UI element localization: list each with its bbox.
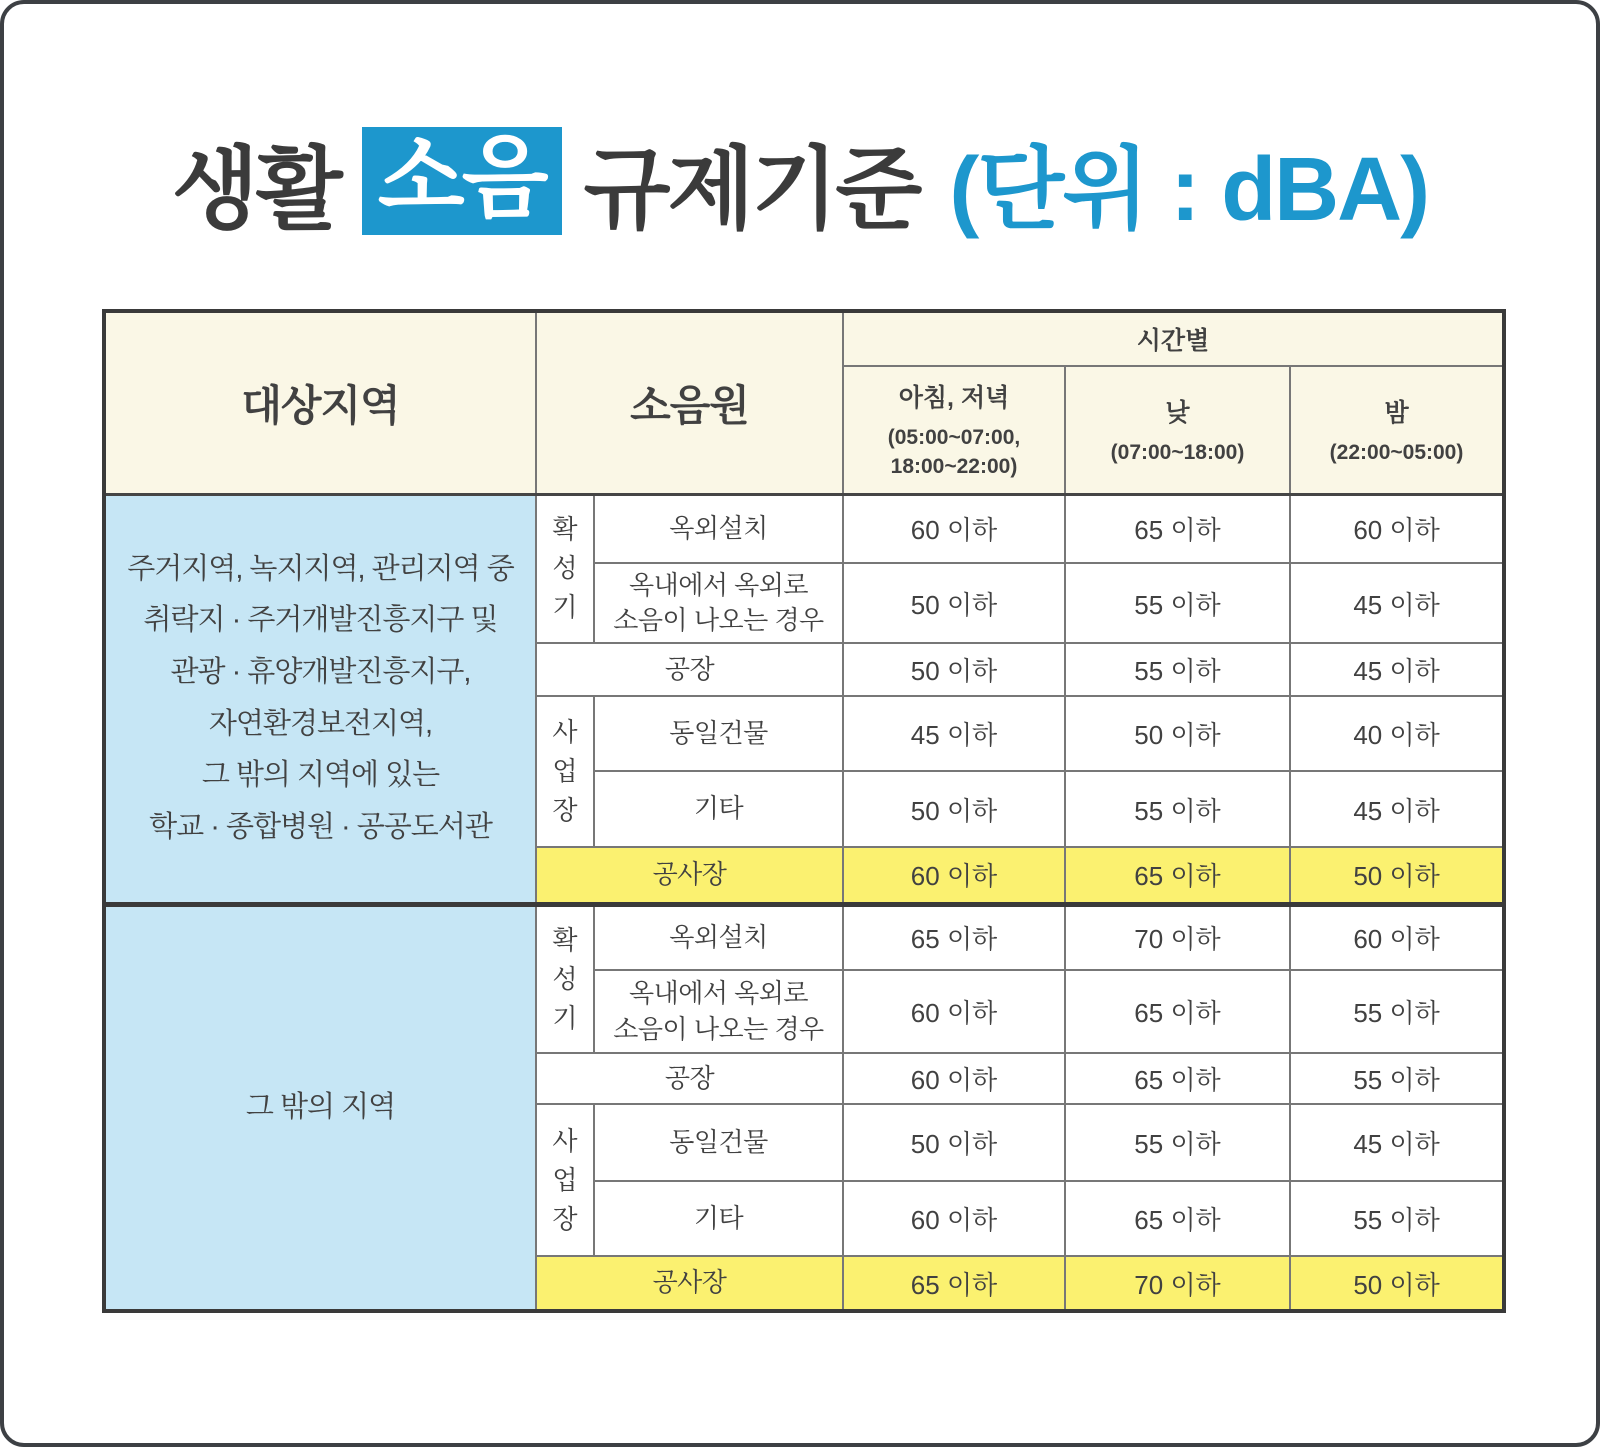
value-cell: 65 이하	[1065, 970, 1290, 1053]
source-cell-same-building: 동일건물	[594, 696, 843, 771]
value-cell: 70 이하	[1065, 1256, 1290, 1311]
value-cell: 45 이하	[1290, 643, 1504, 696]
header-region: 대상지역	[104, 311, 536, 494]
value-cell: 60 이하	[843, 1181, 1065, 1256]
value-cell: 55 이하	[1065, 1104, 1290, 1181]
region-cell-other	[104, 904, 536, 1311]
value-cell: 65 이하	[1065, 847, 1290, 904]
table-row	[104, 904, 1504, 970]
header-source: 소음원	[536, 311, 843, 494]
value-cell: 65 이하	[843, 904, 1065, 970]
header-night	[1290, 366, 1504, 494]
table-row	[104, 494, 1504, 563]
header-morning-evening	[843, 366, 1065, 494]
group-cell-business	[536, 1104, 594, 1256]
group-label: 사업장	[552, 1125, 578, 1234]
value-cell: 60 이하	[843, 494, 1065, 563]
value-cell: 50 이하	[843, 1104, 1065, 1181]
noise-regulation-table	[102, 309, 1506, 1313]
group-cell-speaker	[536, 904, 594, 1053]
value-cell: 45 이하	[843, 696, 1065, 771]
region-line: 학교 · 종합병원 · 공공도서관	[149, 810, 492, 843]
value-cell: 55 이하	[1290, 1053, 1504, 1104]
group-label: 확성기	[552, 514, 578, 623]
group-label: 확성기	[552, 924, 578, 1033]
page-title	[4, 116, 1596, 246]
source-cell-same-building: 동일건물	[594, 1104, 843, 1181]
value-cell: 55 이하	[1065, 563, 1290, 643]
region-line: 자연환경보전지역,	[208, 707, 433, 740]
value-cell: 60 이하	[1290, 904, 1504, 970]
header-time-group: 시간별	[843, 311, 1504, 366]
time-col-label: 낮	[1165, 398, 1190, 427]
region-line: 그 밖의 지역에 있는	[201, 759, 440, 792]
source-cell-indoor	[594, 970, 843, 1053]
value-cell: 55 이하	[1065, 643, 1290, 696]
source-cell-etc: 기타	[594, 1181, 843, 1256]
source-line: 옥내에서 옥외로	[628, 978, 809, 1009]
value-cell: 45 이하	[1290, 771, 1504, 847]
value-cell: 50 이하	[843, 563, 1065, 643]
title-suffix: 규제기준	[583, 140, 920, 240]
group-cell-business	[536, 696, 594, 847]
value-cell: 55 이하	[1290, 1181, 1504, 1256]
value-cell: 60 이하	[843, 847, 1065, 904]
source-cell-indoor	[594, 563, 843, 643]
value-cell: 65 이하	[1065, 1053, 1290, 1104]
value-cell: 45 이하	[1290, 1104, 1504, 1181]
source-cell-construction: 공사장	[536, 847, 843, 904]
source-cell-etc: 기타	[594, 771, 843, 847]
source-cell-outdoor: 옥외설치	[594, 494, 843, 563]
value-cell: 50 이하	[843, 771, 1065, 847]
value-cell: 60 이하	[843, 970, 1065, 1053]
value-cell: 50 이하	[1290, 1256, 1504, 1311]
header-row-top	[104, 311, 1504, 366]
region-line: 취락지 · 주거개발진흥지구 및	[143, 604, 498, 637]
time-col-range: (05:00~07:00, 18:00~22:00)	[887, 426, 1021, 478]
value-cell: 40 이하	[1290, 696, 1504, 771]
source-cell-factory: 공장	[536, 1053, 843, 1104]
source-cell-outdoor: 옥외설치	[594, 904, 843, 970]
value-cell: 70 이하	[1065, 904, 1290, 970]
value-cell: 50 이하	[1290, 847, 1504, 904]
source-line: 소음이 나오는 경우	[613, 1013, 824, 1044]
region-line: 그 밖의 지역	[245, 1090, 396, 1123]
group-cell-speaker	[536, 494, 594, 643]
value-cell: 45 이하	[1290, 563, 1504, 643]
source-line: 옥내에서 옥외로	[628, 569, 809, 600]
header-day	[1065, 366, 1290, 494]
value-cell: 50 이하	[1065, 696, 1290, 771]
source-cell-construction: 공사장	[536, 1256, 843, 1311]
region-cell-residential	[104, 494, 536, 904]
time-col-label: 밤	[1384, 398, 1409, 427]
time-col-label: 아침, 저녁	[898, 384, 1010, 413]
title-highlight-box: 소음	[362, 127, 562, 236]
title-prefix: 생활	[171, 140, 340, 240]
value-cell: 65 이하	[1065, 494, 1290, 563]
region-line: 관광 · 휴양개발진흥지구,	[170, 655, 471, 688]
value-cell: 65 이하	[843, 1256, 1065, 1311]
time-col-range: (22:00~05:00)	[1329, 440, 1464, 464]
value-cell: 55 이하	[1065, 771, 1290, 847]
value-cell: 60 이하	[843, 1053, 1065, 1104]
value-cell: 55 이하	[1290, 970, 1504, 1053]
value-cell: 60 이하	[1290, 494, 1504, 563]
value-cell: 50 이하	[843, 643, 1065, 696]
group-label: 사업장	[552, 717, 578, 825]
region-line: 주거지역, 녹지지역, 관리지역 중	[127, 552, 514, 585]
value-cell: 65 이하	[1065, 1181, 1290, 1256]
time-col-range: (07:00~18:00)	[1110, 440, 1245, 464]
source-line: 소음이 나오는 경우	[613, 605, 824, 635]
title-unit: (단위 : dBA)	[949, 140, 1429, 240]
source-cell-factory: 공장	[536, 643, 843, 696]
